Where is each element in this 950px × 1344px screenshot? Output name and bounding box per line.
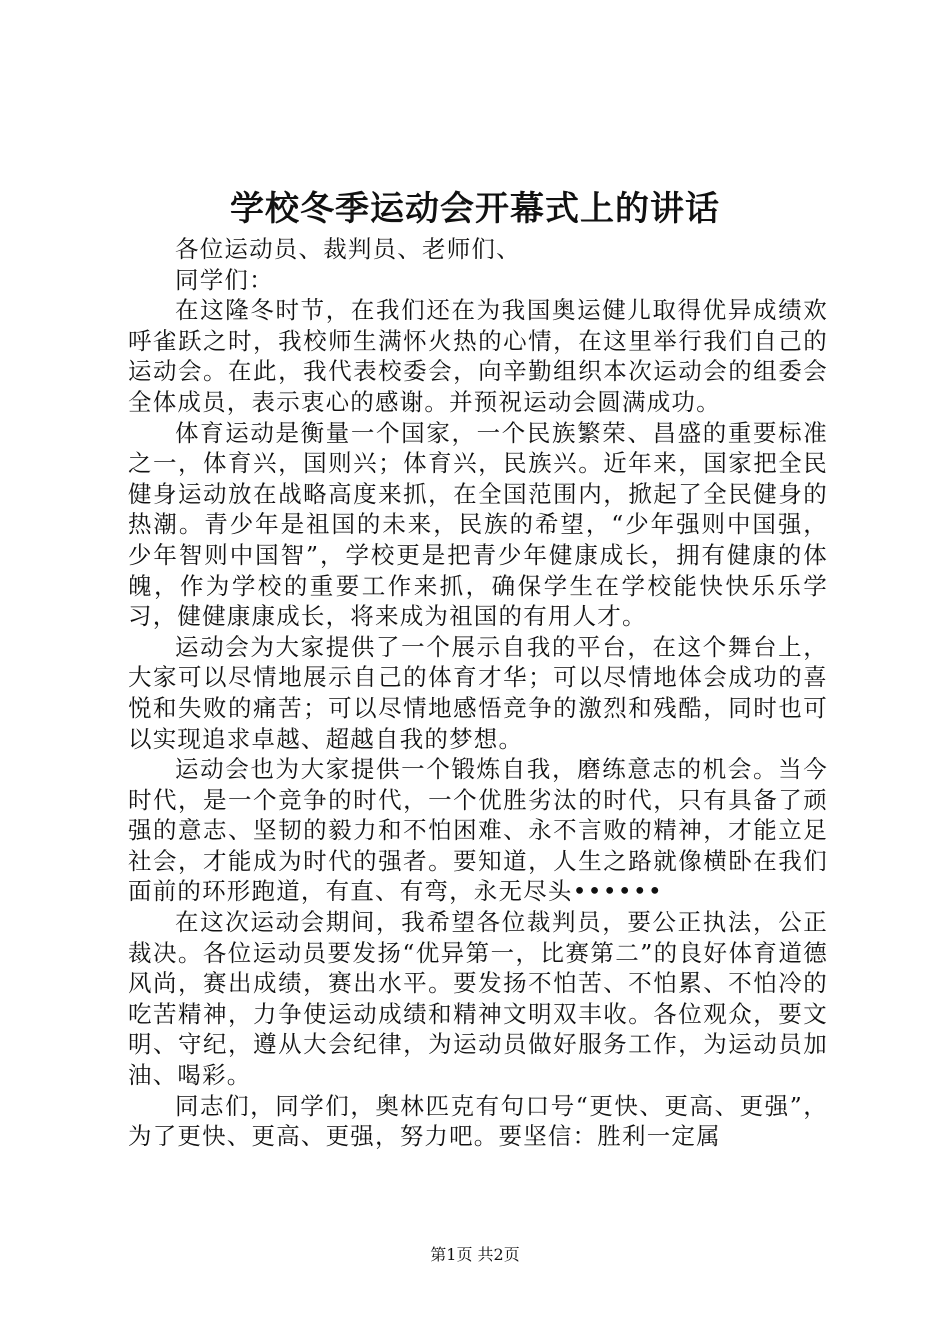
paragraph: 运动会为大家提供了一个展示自我的平台，在这个舞台上，大家可以尽情地展示自己的体育才华；可以尽情地体会成功的喜悦和失败的痛苦；可以尽情地感悟竞争的激烈和残酷，同时也可以实现追求卓越、超越自我的梦想。: [128, 632, 828, 753]
page-number-footer: 第1页 共2页: [430, 1245, 520, 1264]
document-body: [128, 234, 828, 1152]
paragraph: 同志们，同学们，奥林匹克有句口号“更快、更高、更强”，为了更快、更高、更强，努力吧。要坚信：胜利一定属: [128, 1091, 828, 1151]
salutation-line-1: 各位运动员、裁判员、老师们、: [175, 235, 521, 263]
paragraph: 在这隆冬时节，在我们还在为我国奥运健儿取得优异成绩欢呼雀跃之时，我校师生满怀火热的心情，在这里举行我们自己的运动会。在此，我代表校委会，向辛勤组织本次运动会的组委会全体成员，表示衷心的感谢。并预祝运动会圆满成功。: [128, 296, 828, 416]
paragraph: 在这次运动会期间，我希望各位裁判员，要公正执法，公正裁决。各位运动员要发扬“优异第一，比赛第二”的良好体育道德风尚，赛出成绩，赛出水平。要发扬不怕苦、不怕累、不怕冷的吃苦精神，力争使运动成绩和精神文明双丰收。各位观众，要文明、守纪，遵从大会纪律，为运动员做好服务工作，为运动员加油、喝彩。: [128, 908, 828, 1090]
salutation-line-2: 同学们：: [175, 265, 274, 294]
document-title: 学校冬季运动会开幕式上的讲话: [230, 189, 720, 229]
paragraph: 体育运动是衡量一个国家，一个民族繁荣、昌盛的重要标准之一，体育兴，国则兴；体育兴，民族兴。近年来，国家把全民健身运动放在战略高度来抓，在全国范围内，掀起了全民健身的热潮。青少年是祖国的未来，民族的希望，“少年强则中国强，少年智则中国智”，学校更是把青少年健康成长，拥有健康的体魄，作为学校的重要工作来抓，确保学生在学校能快快乐乐学习，健健康康成长，将来成为祖国的有用人才。: [128, 418, 828, 631]
paragraph: 运动会也为大家提供一个锻炼自我，磨练意志的机会。当今时代，是一个竞争的时代，一个优胜劣汰的时代，只有具备了顽强的意志、坚韧的毅力和不怕困难、永不言败的精神，才能立足社会，才能成为时代的强者。要知道，人生之路就像横卧在我们面前的环形跑道，有直、有弯，永无尽头••••••: [128, 755, 828, 906]
